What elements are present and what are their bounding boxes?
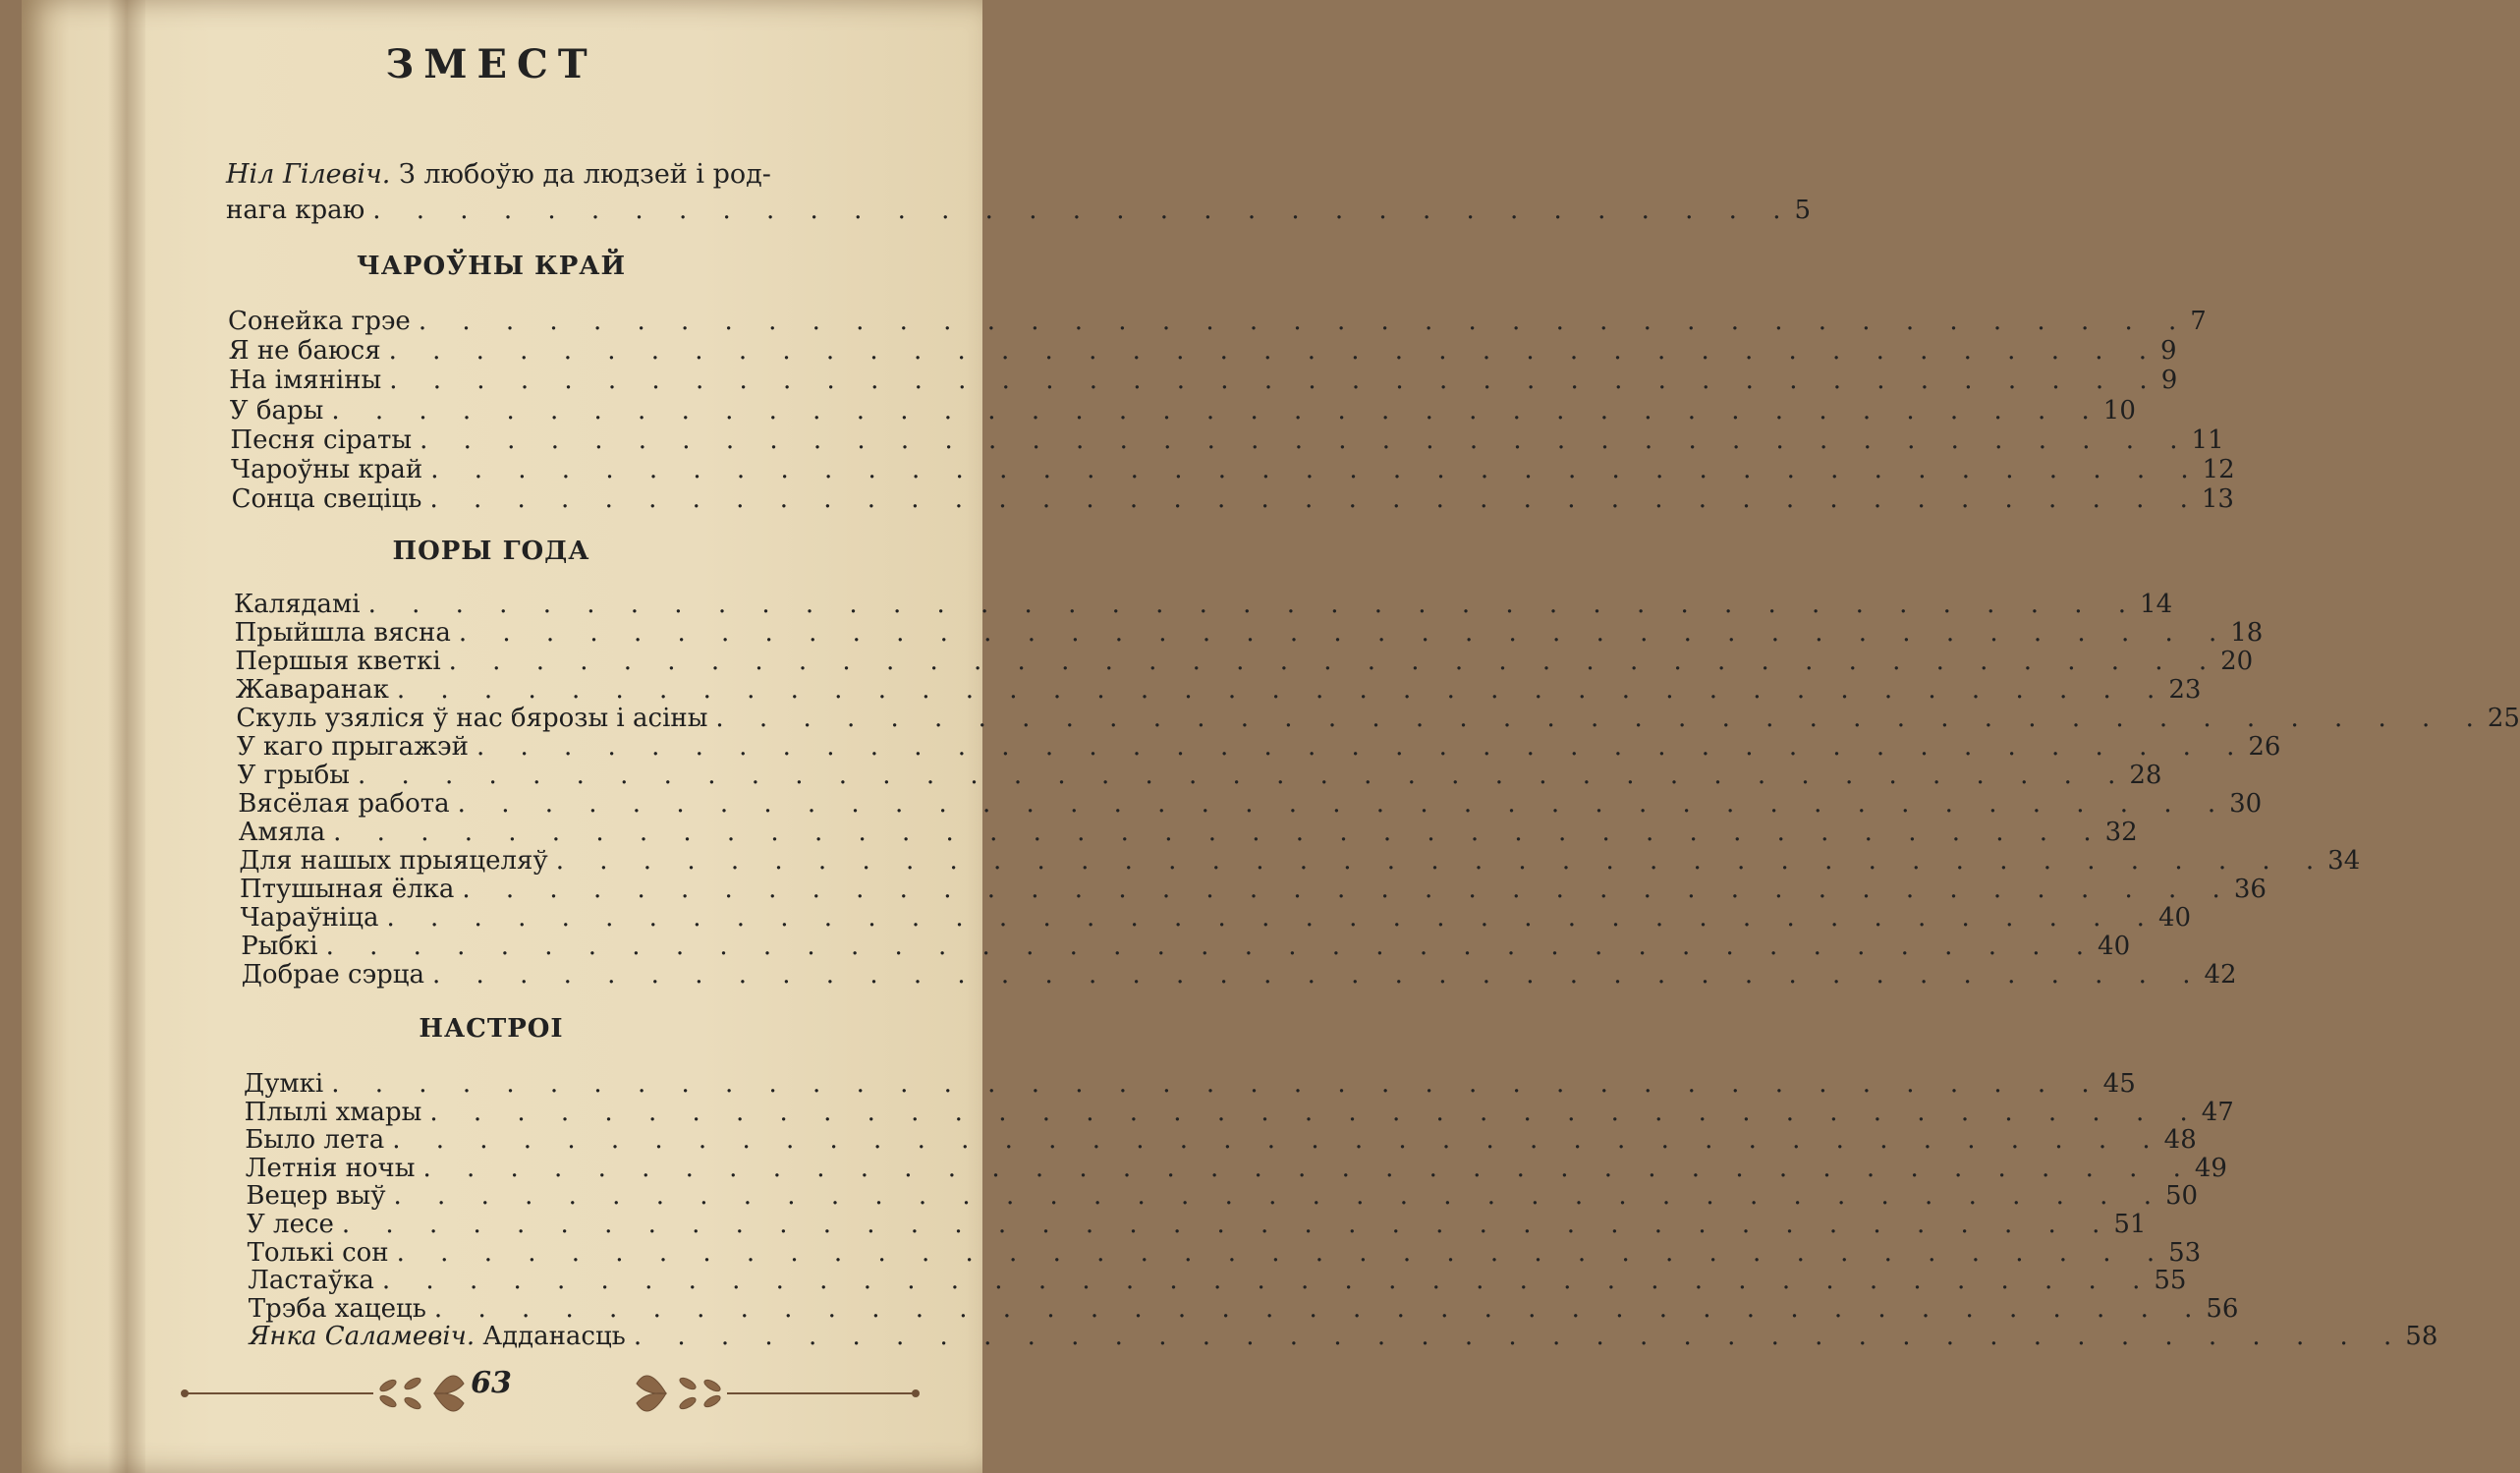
toc-entry — [231, 455, 2235, 484]
toc-entry-title — [239, 846, 547, 876]
toc-entry-page: 40 — [2098, 932, 2131, 961]
toc-entry-title-text: У лесе — [247, 1210, 334, 1239]
toc-entry-title — [228, 307, 411, 336]
toc-entry-title-text: У каго прыгажэй — [237, 732, 469, 762]
toc-entry-title — [249, 1294, 426, 1324]
toc-leader-dots: . . . . . . . . . . . . . . . . . . . . . . . . . . . . . . . . . . . . . . . . . — [396, 1237, 2169, 1268]
toc-entry-page: 9 — [2160, 336, 2177, 367]
toc-entry-title-text: Ластаўка — [248, 1266, 374, 1296]
toc-entry-title-text: Трэба хацець — [248, 1293, 426, 1324]
toc-leader-dots: . . . . . . . . . . . . . . . . . . . . . . . . . . . . . . . . . . . . . . . . . — [331, 1069, 2103, 1099]
toc-leader-dots: . . . . . . . . . . . . . . . . . . . . . . . . . . . . . . . . . . . . . . . . . — [420, 425, 2192, 455]
toc-entry-title-text: Было лета — [245, 1125, 385, 1156]
toc-entry-title-text: Я не баюся — [228, 336, 381, 367]
toc-entry-title — [231, 455, 422, 484]
toc-entry-title-text: Вясёлая работа — [238, 789, 450, 819]
toc-entry-title-text: Калядамі — [234, 590, 361, 619]
toc-entry-title-text: Сонейка грэе — [228, 307, 411, 336]
toc-leader-dots: . . . . . . . . . . . . . . . . . . . . . . . . . . . . . . . . . . . . . . . . . — [381, 1266, 2155, 1296]
toc-entry-page: 50 — [2164, 1181, 2199, 1212]
intro-title-line2: нага краю — [226, 196, 365, 225]
toc-entry — [229, 395, 2136, 425]
toc-leader-dots: . . . . . . . . . . . . . . . . . . . . . . . . . . . . . . . . . . . . . . . . . — [458, 618, 2231, 648]
toc-entry-page: 18 — [2230, 618, 2264, 648]
toc-entry-page: 23 — [2168, 675, 2202, 705]
intro-page: 5 — [1794, 196, 1811, 225]
toc-entry-title-text: Прыйшла вясна — [234, 618, 451, 648]
toc-entry — [246, 1181, 2199, 1212]
toc-entry — [241, 960, 2237, 990]
toc-entry-title — [235, 647, 440, 676]
toc-entry-page: 28 — [2129, 761, 2162, 790]
toc-entry-title — [235, 618, 451, 648]
toc-entry-title-text: У бары — [229, 395, 324, 425]
toc-entry-page: 36 — [2233, 875, 2267, 904]
toc-entry-page: 32 — [2104, 818, 2138, 847]
toc-entry — [244, 1069, 2136, 1099]
toc-entry — [228, 307, 2207, 336]
toc-leader-dots: . . . . . . . . . . . . . . . . . . . . . . . . . . . . . . . . . . . . . . . . . — [341, 1210, 2114, 1239]
toc-leader-dots: . . . . . . . . . . . . . . . . . . . . . . . . . . . . . . . . . . . . . . . . . — [430, 455, 2203, 484]
toc-entry-page: 14 — [2140, 590, 2173, 619]
section-heading-charouny-krai: ЧАРОЎНЫ КРАЙ — [356, 252, 627, 281]
toc-entry-title — [238, 761, 350, 790]
toc-entry-title-text: Толькі сон — [247, 1237, 389, 1268]
toc-entry-title-text: У грыбы — [237, 761, 350, 790]
intro-title-line1: З любоўю да людзей і род- — [398, 159, 771, 190]
toc-leader-dots: . . . . . . . . . . . . . . . . . . . . . . . . . . . . . . . . . . . . . . . . . — [393, 1181, 2165, 1212]
toc-entry-title-text: Рыбкі — [241, 932, 318, 961]
toc-entry-page: 10 — [2102, 395, 2136, 425]
toc-entry-title-text: Першыя кветкі — [235, 647, 441, 676]
toc-entry — [236, 704, 2520, 733]
toc-entry — [235, 647, 2254, 676]
toc-entry-title — [248, 1238, 389, 1268]
intro-entry: Ніл Гілевіч. З любоўю да людзей і род- нага краю . . . . . . . . . . . . . . . . . . . . . . . . . . . . . . . . . 5 — [226, 157, 855, 222]
toc-entry-title-text: Скуль узяліся ў нас бярозы і асіны — [236, 704, 708, 733]
toc-entry-page: 7 — [2190, 307, 2207, 336]
toc-leader-dots: . . . . . . . . . . . . . . . . . . . . . . . . . . . . . . . . . . . . . . . . . — [333, 818, 2105, 847]
toc-leader-dots: . . . . . . . . . . . . . . . . . . . . . . . . . . . . . . . . . . . . . . . . . — [555, 846, 2328, 876]
toc-leader-dots: . . . . . . . . . . . . . . . . . . . . . . . . . . . . . . . . . . . . . . . . . — [367, 590, 2141, 619]
toc-entry-title — [244, 1069, 323, 1099]
toc-entry — [239, 846, 2361, 876]
toc-entry — [249, 1322, 2438, 1352]
toc-entry — [228, 336, 2177, 367]
toc-entry-title-text: Птушыная ёлка — [240, 875, 455, 904]
toc-leader-dots: . . . . . . . . . . . . . . . . . . . . . . . . . . . . . . . . . . . . . . . . . — [357, 761, 2130, 790]
toc-entry — [245, 1125, 2197, 1156]
toc-entry-title — [240, 875, 454, 904]
toc-entry — [237, 732, 2281, 762]
toc-entry-page: 55 — [2154, 1266, 2187, 1296]
toc-entry — [231, 484, 2234, 515]
toc-leader-dots: . . . . . . . . . . . . . . . . . . . . . . . . . . . . . . . . . . . . . . . . . — [462, 875, 2234, 904]
toc-entry-page: 20 — [2220, 647, 2254, 676]
toc-entry — [235, 675, 2202, 705]
toc-entry-page: 13 — [2201, 484, 2234, 515]
intro-author: Ніл Гілевіч. — [226, 159, 391, 190]
toc-entry-title — [247, 1210, 334, 1239]
toc-entry-page: 51 — [2113, 1210, 2147, 1239]
toc-entry-title — [246, 1181, 385, 1211]
toc-entry-title — [245, 1125, 384, 1155]
toc-entry-title — [229, 366, 381, 395]
toc-leader-dots: . . . . . . . . . . . . . . . . . . . . . . . . . . . . . . . . . . . . . . . . . — [386, 903, 2158, 933]
toc-entry-title — [234, 590, 361, 619]
toc-entry-title-text: Вецер выў — [246, 1181, 386, 1212]
toc-entry-title — [241, 903, 379, 933]
toc-leader-dots: . . . . . . . . . . . . . . . . . . . . . . . . . . . . . . . . . . . . . . . . . — [715, 704, 2488, 733]
toc-entry-title-text: На імяніны — [229, 366, 382, 396]
toc-leader-dots: . . . . . . . . . . . . . . . . . . . . . . . . . . . . . . . . . . . . . . . . . — [422, 1153, 2195, 1183]
toc-entry-author: Янка Саламевіч. — [249, 1322, 476, 1352]
toc-entry-page: 47 — [2201, 1097, 2234, 1127]
toc-entry-title — [242, 960, 424, 990]
toc-entry-title-text: Амяла — [238, 818, 326, 847]
toc-leader-dots: . . . . . . . . . . . . . . . . . . . . . . . . . . . . . . . . . . . . . . . . . — [418, 307, 2191, 336]
toc-entry — [238, 818, 2138, 847]
toc-entry-title-text: Адданасць — [482, 1322, 626, 1352]
toc-entry-title-text: Жаваранак — [235, 675, 389, 705]
toc-entry-title — [230, 396, 324, 425]
toc-entry — [234, 618, 2264, 648]
toc-entry-page: 53 — [2168, 1237, 2202, 1268]
toc-entry-title — [248, 1266, 374, 1295]
toc-entry-page: 49 — [2194, 1153, 2227, 1183]
toc-leader-dots: . . . . . . . . . . . . . . . . . . . . . . . . . . . . . . . . . . . . . . . . . — [633, 1322, 2406, 1352]
toc-leader-dots: . . . . . . . . . . . . . . . . . . . . . . . . . . . . . . . . . . . . . . . . . — [433, 1293, 2207, 1324]
toc-entry-page: 9 — [2160, 366, 2178, 396]
toc-leader-dots: . . . . . . . . . . . . . . . . . . . . . . . . . . . . . . . . . . . . . . . . . — [325, 932, 2099, 961]
section-heading-nastroi: НАСТРОІ — [419, 1014, 564, 1044]
toc-entry-title-text: Плылі хмары — [244, 1097, 422, 1127]
toc-leader-dots: . . . . . . . . . . . . . . . . . . . . . . . . . . . . . . . . . . . . . . . . . — [476, 732, 2249, 762]
toc-entry-page: 25 — [2487, 704, 2520, 733]
toc-entry-page: 45 — [2102, 1069, 2136, 1099]
toc-entry-page: 58 — [2405, 1322, 2438, 1352]
toc-entry-title — [229, 336, 381, 366]
toc-leader-dots: . . . . . . . . . . . . . . . . . . . . . . . . . . . . . . . . . . . . . . . . . — [389, 366, 2161, 396]
toc-entry — [240, 903, 2192, 933]
toc-entry-title — [236, 675, 389, 705]
toc-leader-dots: . . . . . . . . . . . . . . . . . . . . . . . . . . . . . . . . . . . . . . . . . — [388, 336, 2161, 367]
toc-entry-page: 40 — [2157, 903, 2192, 933]
toc-entry — [240, 875, 2267, 904]
toc-entry-page: 48 — [2163, 1125, 2197, 1156]
toc-leader-dots: . . . . . . . . . . . . . . . . . . . . . . . . . . . . . . . . . . . . . . . . . — [429, 484, 2202, 515]
toc-entry-title-text: Сонца свеціць — [231, 484, 422, 515]
toc-entry-title — [246, 1154, 416, 1183]
toc-entry-page: 11 — [2191, 425, 2224, 455]
toc-entry — [230, 425, 2224, 455]
toc-entry-page: 56 — [2206, 1293, 2239, 1324]
toc-entry — [238, 789, 2263, 819]
toc-entry-title — [241, 932, 317, 961]
toc-entry-title — [236, 704, 707, 733]
toc-entry-title — [245, 1098, 422, 1127]
toc-leader-dots: . . . . . . . . . . . . . . . . . . . . . . . . . . . . . . . . . . . . . . . . . — [432, 960, 2205, 990]
toc-entry-title-text: Для нашых прыяцеляў — [239, 846, 548, 876]
toc-entry — [247, 1237, 2202, 1268]
toc-entry-title — [230, 425, 412, 455]
toc-entry-title — [249, 1322, 625, 1351]
toc-entry — [247, 1210, 2147, 1239]
toc-entry-title — [239, 818, 325, 847]
contents-title: ЗМЕСТ — [385, 41, 597, 87]
toc-leader-dots: . . . . . . . . . . . . . . . . . . . . . . . . . . . . . . . . . . . . . . . . . — [429, 1097, 2202, 1127]
toc-entry — [229, 366, 2178, 396]
toc-entry — [245, 1153, 2227, 1183]
toc-leader-dots: . . . . . . . . . . . . . . . . . . . . . . . . . . . . . . . . . . . . . . . . . — [331, 395, 2103, 425]
toc-entry — [237, 761, 2162, 790]
book-gutter — [108, 0, 145, 1473]
toc-entry-page: 34 — [2327, 846, 2361, 876]
toc-leader-dots: . . . . . . . . . . . . . . . . . . . . . . . . . . . . . . . . . . . . . . . . . — [457, 789, 2230, 819]
section-heading-pory-goda: ПОРЫ ГОДА — [392, 537, 590, 566]
toc-entry-title-text: Песня сіраты — [230, 425, 413, 455]
page-number: 63 — [471, 1366, 512, 1400]
toc-entry-title-text: Чараўніца — [240, 903, 379, 933]
toc-entry-title-text: Чароўны край — [231, 455, 423, 484]
toc-leader-dots: . . . . . . . . . . . . . . . . . . . . . . . . . . . . . . . . . . . . . . . . . — [448, 647, 2221, 676]
toc-entry-page: 12 — [2202, 455, 2235, 484]
toc-entry-title-text: Летнія ночы — [245, 1153, 416, 1183]
toc-entry-title — [238, 789, 449, 819]
toc-entry — [248, 1293, 2239, 1324]
toc-entry — [241, 932, 2131, 961]
toc-entry-title — [237, 732, 469, 762]
toc-leader-dots: . . . . . . . . . . . . . . . . . . . . . . . . . . . . . . . . . . . . . . . . . — [392, 1125, 2164, 1156]
toc-entry-title — [232, 484, 422, 514]
toc-entry — [234, 590, 2173, 619]
toc-entry-page: 26 — [2248, 732, 2281, 762]
toc-entry — [244, 1097, 2234, 1127]
toc-entry-page: 30 — [2229, 789, 2263, 819]
toc-entry-page: 42 — [2204, 960, 2237, 990]
toc-entry-title-text: Добрае сэрца — [241, 960, 425, 990]
toc-entry — [248, 1266, 2187, 1296]
toc-entry-title-text: Думкі — [244, 1069, 324, 1099]
toc-leader-dots: . . . . . . . . . . . . . . . . . . . . . . . . . . . . . . . . . . . . . . . . . — [396, 675, 2169, 705]
